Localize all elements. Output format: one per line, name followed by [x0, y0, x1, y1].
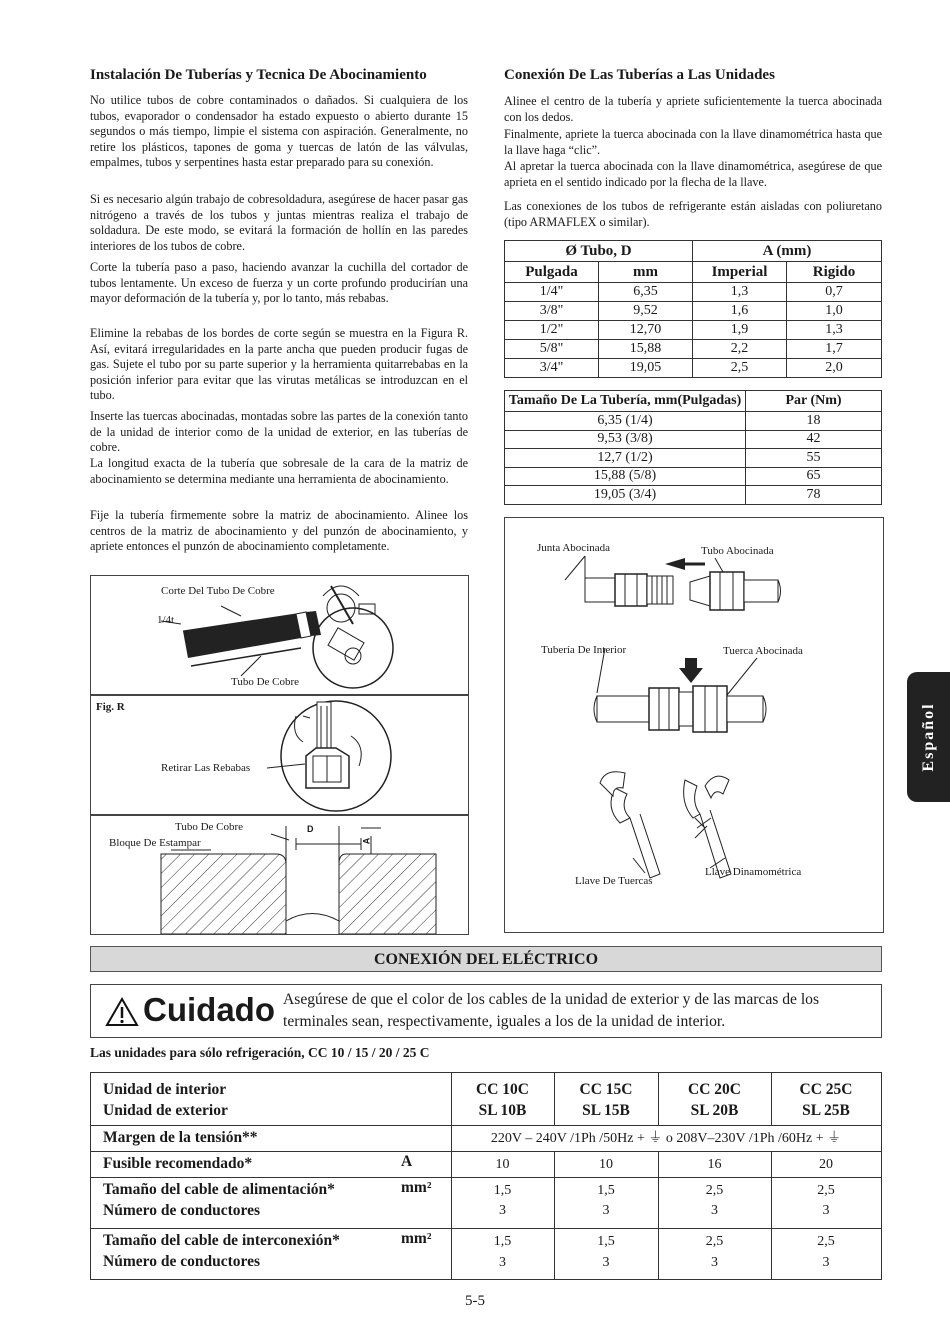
- table-cell: 9,53 (3/8): [505, 430, 746, 449]
- flare-nut-label: Tuerca Abocinada: [723, 645, 803, 657]
- table-cell: 2,5: [693, 359, 787, 378]
- power-conductor-count: 3: [711, 1203, 718, 1218]
- left-paragraph-2: Si es necesario algún trabajo de cobresoldadura, asegúrese de hacer pasar gas nitrógeno a través de los tubos y juntas mientras realiza el trabajo de soldadura. De este modo, se evitará la formación de hollín en las paredes interiores de los tubos de cobre.: [90, 192, 468, 253]
- table-cell: 55: [746, 449, 882, 468]
- fuse-row: [91, 1151, 881, 1152]
- flare-dimension-table: [504, 240, 882, 378]
- right-paragraph-4: Las conexiones de los tubos de refrigerante están aisladas con poliuretano (tipo ARMAFLEX o similar).: [504, 199, 882, 229]
- table-cell: 6,35 (1/4): [505, 412, 746, 431]
- indoor-pipe-label: Tubería De Interior: [541, 644, 627, 656]
- table-cell: 15,88: [599, 340, 693, 359]
- power-conductor-count: 3: [602, 1203, 610, 1218]
- interconnection-size: 1,5: [493, 1234, 512, 1249]
- table-cell: 1,9: [693, 321, 787, 340]
- model-outdoor: SL 20B: [690, 1102, 739, 1119]
- pipe-cutting-figure: [90, 575, 469, 695]
- interconnection-conductor-count: 3: [711, 1255, 718, 1270]
- table-cell: 1,3: [693, 283, 787, 302]
- flared-joint-label: Junta Abocinada: [537, 542, 611, 554]
- units-title: Las unidades para sólo refrigeración, CC 10 / 15 / 20 / 25 C: [90, 1045, 430, 1060]
- table-cell: 6,35: [599, 283, 693, 302]
- flare-copper-tube-label: Tubo De Cobre: [175, 821, 244, 833]
- table-cell: 0,7: [787, 283, 882, 302]
- pipe-diameter-header: Ø Tubo, D: [505, 241, 693, 262]
- quarter-t-label: 1/4t: [157, 614, 175, 626]
- model-outdoor: SL 15B: [582, 1102, 630, 1119]
- voltage-row: [91, 1125, 881, 1126]
- caution-message: Asegúrese de que el color de los cables de la unidad de exterior y de las marcas de los terminales sean, respectivamente, iguales a los de la unidad de interior.: [283, 991, 820, 1030]
- deburring-figure: [90, 695, 469, 815]
- warning-icon: [105, 997, 139, 1027]
- table-cell: 65: [746, 467, 882, 486]
- table-row: [505, 486, 882, 505]
- pipe-size-header: Tamaño De La Tubería, mm(Pulgadas): [505, 391, 746, 412]
- table-cell: 1,7: [787, 340, 882, 359]
- torque-table: [504, 390, 882, 505]
- fuse-value: 16: [707, 1157, 722, 1172]
- table-cell: 1,3: [787, 321, 882, 340]
- table-row: [505, 340, 882, 359]
- right-paragraph-1: Alinee el centro de la tubería y apriete suficientemente la tuerca abocinada con los dedos.: [504, 94, 882, 124]
- power-conductor-count: 3: [822, 1203, 830, 1218]
- table-row: [505, 412, 882, 431]
- torque-header: Par (Nm): [746, 391, 882, 412]
- model-outdoor: SL 25B: [802, 1102, 850, 1119]
- col-imperial-header: Imperial: [693, 262, 787, 283]
- model-indoor: CC 15C: [579, 1081, 633, 1098]
- remove-burrs-label: Retirar Las Rebabas: [161, 762, 251, 774]
- voltage-value: 220V – 240V /1Ph /50Hz + ⏚ o 208V–230V /1Ph /60Hz + ⏚: [490, 1131, 842, 1146]
- col-inch-header: Pulgada: [505, 262, 599, 283]
- fuse-value: 20: [819, 1157, 833, 1172]
- power-cable-size: 1,5: [493, 1183, 512, 1198]
- model-outdoor: SL 10B: [478, 1102, 527, 1119]
- torque-wrench-label: Llave Dinamométrica: [705, 866, 802, 878]
- left-section-title: Instalación De Tuberías y Tecnica De Abocinamiento: [90, 67, 427, 83]
- dimension-a-label: A: [361, 837, 372, 845]
- table-cell: 1,0: [787, 302, 882, 321]
- right-paragraph-3: Al apretar la tuerca abocinada con la llave dinamométrica, asegúrese de que aprieta en el sentido indicado por la flecha de la llave.: [504, 159, 882, 189]
- electrical-spec-table: [90, 1072, 882, 1280]
- table-row: [505, 283, 882, 302]
- table-row: [505, 467, 882, 486]
- interconnection-row: [91, 1228, 881, 1229]
- electrical-section-header: CONEXIÓN DEL ELÉCTRICO: [90, 946, 882, 972]
- interconnection-unit: mm²: [401, 1230, 432, 1247]
- table-cell: 2,2: [693, 340, 787, 359]
- model-indoor: CC 25C: [799, 1081, 853, 1098]
- deburring-illustration: [91, 696, 468, 814]
- interconnection-conductor-count: 3: [822, 1255, 830, 1270]
- language-tab: [907, 672, 950, 802]
- table-cell: 1/4": [505, 283, 599, 302]
- table-cell: 1,6: [693, 302, 787, 321]
- table-cell: 19,05: [599, 359, 693, 378]
- right-paragraph-2: Finalmente, apriete la tuerca abocinada con la llave dinamométrica hasta que la llave haga “clic”.: [504, 127, 882, 157]
- right-section-title: Conexión De Las Tuberías a Las Unidades: [504, 67, 775, 83]
- table-row: [505, 449, 882, 468]
- power-cable-size: 1,5: [597, 1183, 615, 1198]
- table-cell: 3/4": [505, 359, 599, 378]
- table-cell: 1/2": [505, 321, 599, 340]
- col-rigid-header: Rigido: [787, 262, 882, 283]
- dimension-d-label: D: [307, 824, 314, 834]
- left-paragraph-3: Corte la tubería paso a paso, haciendo avanzar la cuchilla del cortador de tubos lentamente. Un exceso de fuerza y un corte profundo producirían una mayor deformación de la tubería y, por lo tanto, más rebabas.: [90, 260, 468, 305]
- voltage-label: Margen de la tensión**: [103, 1129, 258, 1146]
- left-paragraph-1: No utilice tubos de cobre contaminados o dañados. Si cualquiera de los tubos, evaporador o condensador ha estado expuesto o abierto durante 15 segundos o más tiempo, limpie el sistema con aspiración. Generalmente, no retire los plásticos, tapones de goma y tuercas de latón de las válvulas, empalmes, tubos y serpentines hasta estar preparado para su conexión.: [90, 93, 468, 169]
- interconnection-size: 1,5: [597, 1234, 615, 1249]
- interconnection-conductors-label: Número de conductores: [103, 1253, 260, 1270]
- interconnection-conductor-count: 3: [602, 1255, 610, 1270]
- table-cell: 78: [746, 486, 882, 505]
- interconnection-size: 2,5: [817, 1234, 835, 1249]
- spanner-label: Llave De Tuercas: [575, 875, 653, 887]
- flaring-block-illustration: [91, 816, 468, 934]
- flaring-block-figure: [90, 815, 469, 935]
- fuse-value: 10: [599, 1157, 613, 1172]
- table-cell: 3/8": [505, 302, 599, 321]
- power-conductor-count: 3: [499, 1203, 506, 1218]
- page-number: 5-5: [465, 1293, 485, 1309]
- model-indoor: CC 20C: [688, 1081, 741, 1098]
- interconnection-conductor-count: 3: [499, 1255, 506, 1270]
- power-cable-size: 2,5: [705, 1183, 724, 1198]
- table-cell: 15,88 (5/8): [505, 467, 746, 486]
- interconnection-size: 2,5: [705, 1234, 724, 1249]
- flare-connection-figure: [504, 517, 884, 933]
- a-mm-header: A (mm): [693, 241, 882, 262]
- stamping-block-label: Bloque De Estampar: [109, 837, 201, 849]
- caution-word: Cuidado: [143, 991, 275, 1028]
- language-tab-label: Español: [919, 702, 937, 772]
- table-cell: 5/8": [505, 340, 599, 359]
- table-cell: 18: [746, 412, 882, 431]
- table-cell: 42: [746, 430, 882, 449]
- cut-copper-tube-label: Corte Del Tubo De Cobre: [161, 585, 275, 597]
- model-indoor: CC 10C: [476, 1081, 529, 1098]
- left-paragraph-5: Inserte las tuercas abocinadas, montadas sobre las partes de la conexión tanto de la unidad de interior como de la unidad de exterior, en las tuberías de cobre.: [90, 409, 468, 454]
- table-row: [505, 359, 882, 378]
- table-row: [505, 430, 882, 449]
- flared-tube-label: Tubo Abocinada: [701, 545, 774, 557]
- flare-connection-illustration: [505, 518, 883, 932]
- indoor-unit-label: Unidad de interior: [103, 1081, 227, 1098]
- power-cable-unit: mm²: [401, 1179, 432, 1196]
- outdoor-unit-label: Unidad de exterior: [103, 1102, 228, 1119]
- power-cable-size: 2,5: [817, 1183, 835, 1198]
- fig-r-label: Fig. R: [96, 701, 125, 713]
- table-row: [505, 321, 882, 340]
- table-cell: 2,0: [787, 359, 882, 378]
- table-row: [505, 302, 882, 321]
- table-cell: 19,05 (3/4): [505, 486, 746, 505]
- left-paragraph-6: La longitud exacta de la tubería que sobresale de la cara de la matriz de abocinamiento se determina mediante una herramienta de abocinamiento.: [90, 456, 468, 486]
- power-cable-label: Tamaño del cable de alimentación*: [103, 1181, 335, 1198]
- col-mm-header: mm: [599, 262, 693, 283]
- fuse-unit: A: [401, 1153, 413, 1170]
- table-cell: 12,70: [599, 321, 693, 340]
- left-paragraph-4: Elimine la rebabas de los bordes de corte según se muestra en la Figura R. Así, evitará irregularidades en la parte ancha que pueden producir fugas de gas. Sujete el tubo por su parte superior y la herramienta quitarrebabas en la posición inferior para evitar que las virutas metálicas se introduzcan en el tubo.: [90, 326, 468, 402]
- fuse-label: Fusible recomendado*: [103, 1155, 253, 1172]
- table-cell: 9,52: [599, 302, 693, 321]
- table-cell: 12,7 (1/2): [505, 449, 746, 468]
- caution-box: [90, 984, 882, 1038]
- copper-tube-label: Tubo De Cobre: [231, 676, 300, 688]
- interconnection-cable-label: Tamaño del cable de interconexión*: [103, 1232, 340, 1249]
- fuse-value: 10: [495, 1157, 510, 1172]
- left-paragraph-7: Fije la tubería firmemente sobre la matriz de abocinamiento. Alinee los centros de la matriz de abocinamiento y del punzón de abocinamiento, y apriete entonces el punzón de abocinamiento completamente.: [90, 508, 468, 553]
- power-conductors-label: Número de conductores: [103, 1202, 260, 1219]
- power-cable-row: [91, 1177, 881, 1178]
